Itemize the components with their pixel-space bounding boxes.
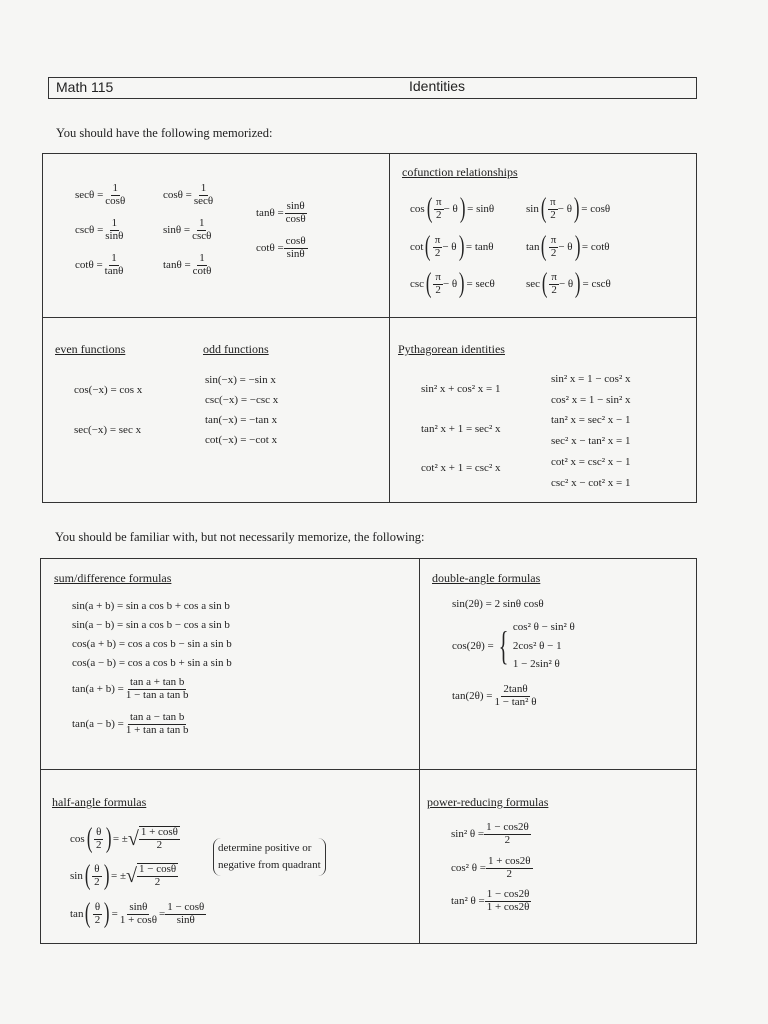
pythag-alt-1: sin² x = 1 − cos² x — [551, 373, 631, 385]
double-cos: cos(2θ) = { cos² θ − sin² θ 2cos² θ − 1 1 − 2sin² θ — [452, 618, 575, 674]
double-cos-opt-3: 1 − 2sin² θ — [512, 658, 560, 671]
odd-csc: csc(−x) = −csc x — [205, 394, 279, 406]
odd-sin: sin(−x) = −sin x — [205, 374, 276, 386]
cofunction-sin: sin ( $\frac{\pi}{2}$ − θ ) = cosθ — [526, 193, 611, 224]
half-angle-title: half-angle formulas — [52, 795, 147, 809]
divider-horizontal — [42, 317, 697, 318]
quotient-cot: cotθ = $\frac{\cos\theta}{\sin\theta}$ — [256, 235, 306, 260]
cofunction-csc: csc ( $\frac{\pi}{2}$ − θ ) = secθ — [410, 268, 495, 299]
diff-tan: tan(a − b) = $\frac{\text{tan a − tan b}}{\text{1 + tan a tan b}}$ — [72, 711, 189, 736]
sum-cos: cos(a + b) = cos a cos b − sin a sin b — [72, 638, 232, 650]
power-reducing-title: power-reducing formulas — [427, 795, 549, 809]
note-line-2: negative from quadrant — [218, 859, 321, 872]
note-line-1: determine positive or — [218, 842, 312, 854]
power-tan: tan² θ = $\frac{1 - \cos 2\theta}{1 + \cos 2\theta}$ — [451, 888, 530, 913]
half-angle-note — [213, 838, 326, 876]
double-sin: sin(2θ) = 2 sinθ cosθ — [452, 598, 544, 610]
double-tan: tan(2θ) = $\frac{2\tan\theta}{\text{1 − tan² θ}}$ — [452, 683, 537, 708]
header-box — [48, 77, 697, 99]
cofunction-title: cofunction relationships — [402, 165, 518, 179]
sumdiff-title: sum/difference formulas — [54, 571, 172, 585]
half-sin: sin ( $\frac{\theta}{2}$ ) = ± √ $\frac{1 - \cos\theta}{2}$ — [70, 860, 177, 891]
even-cos: cos(−x) = cos x — [74, 384, 143, 396]
divider-vertical — [389, 153, 390, 503]
page-title: Identities — [409, 78, 466, 94]
cofunction-cot: cot ( $\frac{\pi}{2}$ − θ ) = tanθ — [410, 231, 494, 262]
pythagorean-title: Pythagorean identities — [398, 342, 505, 356]
reciprocal-csc: cscθ = $\frac{1}{\sin\theta}$ — [75, 217, 124, 242]
reciprocal-tan: tanθ = $\frac{1}{\cot\theta}$ — [163, 252, 212, 277]
cofunction-sec: sec ( $\frac{\pi}{2}$ − θ ) = cscθ — [526, 268, 611, 299]
intro-memorize: You should have the following memorized: — [56, 126, 273, 140]
double-cos-opt-1: cos² θ − sin² θ — [512, 621, 575, 633]
sum-sin: sin(a + b) = sin a cos b + cos a sin b — [72, 600, 230, 612]
pythag-alt-5: cot² x = csc² x − 1 — [551, 456, 631, 468]
double-cos-opt-2: 2cos² θ − 1 — [512, 639, 562, 652]
odd-tan: tan(−x) = −tan x — [205, 414, 278, 426]
divider-vertical-2 — [419, 558, 420, 944]
reciprocal-sin: sinθ = $\frac{1}{\csc\theta}$ — [163, 217, 212, 242]
divider-horizontal-2 — [40, 769, 697, 770]
reciprocal-cos: cosθ = $\frac{1}{\sec\theta}$ — [163, 182, 214, 207]
cofunction-cos: cos ( $\frac{\pi}{2}$ − θ ) = sinθ — [410, 193, 495, 224]
double-angle-title: double-angle formulas — [432, 571, 541, 585]
diff-sin: sin(a − b) = sin a cos b − cos a sin b — [72, 619, 230, 631]
pythag-alt-4: sec² x − tan² x = 1 — [551, 435, 631, 447]
power-cos: cos² θ = $\frac{1 + \cos 2\theta}{2}$ — [451, 855, 531, 880]
pythag-main-2: tan² x + 1 = sec² x — [421, 423, 501, 435]
pythag-alt-3: tan² x = sec² x − 1 — [551, 414, 631, 426]
even-sec: sec(−x) = sec x — [74, 424, 142, 436]
reciprocal-cot: cotθ = $\frac{1}{\tan\theta}$ — [75, 252, 124, 277]
pythag-main-3: cot² x + 1 = csc² x — [421, 462, 501, 474]
even-title: even functions — [55, 342, 126, 356]
power-sin: sin² θ = $\frac{1 - \cos 2\theta}{2}$ — [451, 821, 529, 846]
pythag-alt-2: cos² x = 1 − sin² x — [551, 394, 631, 406]
odd-cot: cot(−x) = −cot x — [205, 434, 278, 446]
intro-familiar: You should be familiar with, but not necessarily memorize, the following: — [55, 530, 425, 544]
pythag-main-1: sin² x + cos² x = 1 — [421, 383, 501, 395]
half-cos: cos ( $\frac{\theta}{2}$ ) = ± √ $\frac{1 + \cos\theta}{2}$ — [70, 823, 178, 854]
reciprocal-sec: secθ = $\frac{1}{\cos\theta}$ — [75, 182, 126, 207]
cofunction-tan: tan ( $\frac{\pi}{2}$ − θ ) = cotθ — [526, 231, 610, 262]
odd-title: odd functions — [203, 342, 269, 356]
course-title: Math 115 — [56, 79, 114, 95]
pythag-alt-6: csc² x − cot² x = 1 — [551, 477, 631, 489]
sum-tan: tan(a + b) = $\frac{\text{tan a + tan b}}{\text{1 − tan a tan b}}$ — [72, 676, 189, 701]
diff-cos: cos(a − b) = cos a cos b + sin a sin b — [72, 657, 232, 669]
quotient-tan: tanθ = $\frac{\sin\theta}{\cos\theta}$ — [256, 200, 306, 225]
half-tan: tan ( $\frac{\theta}{2}$ ) = $\frac{\sin\theta}{1 + \cos\theta}$ = $\frac{1 - \cos\theta}{\sin\theta}$ — [70, 898, 205, 929]
